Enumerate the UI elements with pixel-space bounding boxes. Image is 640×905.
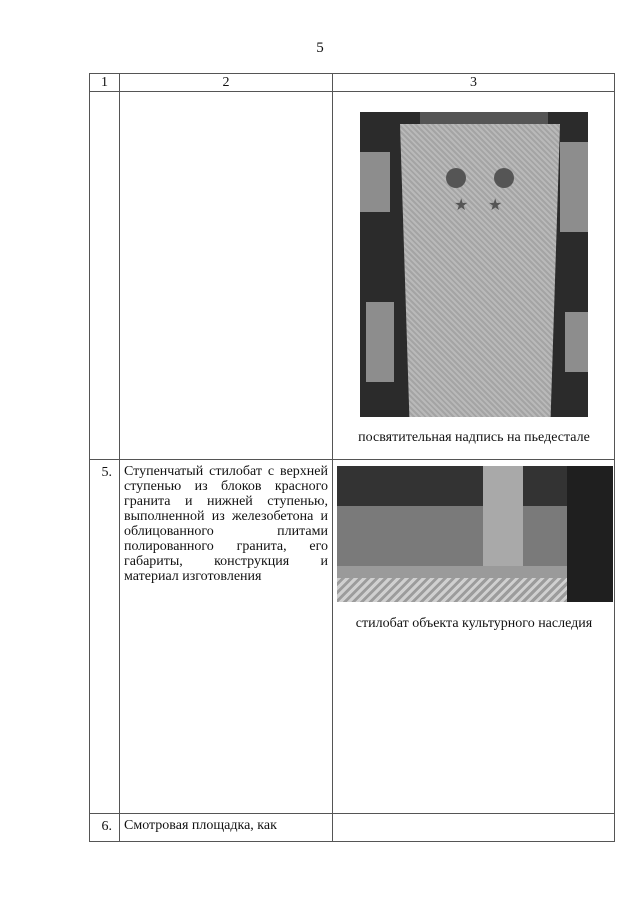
photo-caption: посвятительная надпись на пьедестале <box>358 430 590 445</box>
page-number: 5 <box>316 40 324 56</box>
header-col-2: 2 <box>120 74 333 92</box>
table-header-row <box>90 74 615 92</box>
header-col-3: 3 <box>333 74 615 92</box>
row-number: 5. <box>90 460 120 814</box>
heritage-table <box>89 73 615 842</box>
photo-caption: стилобат объекта культурного наследия <box>355 616 593 631</box>
table-row <box>90 460 615 814</box>
row-description <box>120 92 333 460</box>
row-description: Смотровая площадка, как <box>120 814 333 842</box>
row-photo-cell <box>333 460 615 814</box>
table-row <box>90 814 615 842</box>
row-photo-cell <box>333 814 615 842</box>
table-row <box>90 92 615 460</box>
row-number <box>90 92 120 460</box>
pedestal-photo: ★ ★ <box>360 112 588 417</box>
stylobate-photo <box>337 466 613 602</box>
row-photo-cell <box>333 92 615 460</box>
row-description: Ступенчатый стилобат с верхней ступенью из блоков красного гранита и нижней ступенью, выполненной из железобетона и облицованного плитами полированного гранита, его габариты, конструкция и материал изготовления <box>120 460 333 814</box>
row-number: 6. <box>90 814 120 842</box>
header-col-1: 1 <box>90 74 120 92</box>
